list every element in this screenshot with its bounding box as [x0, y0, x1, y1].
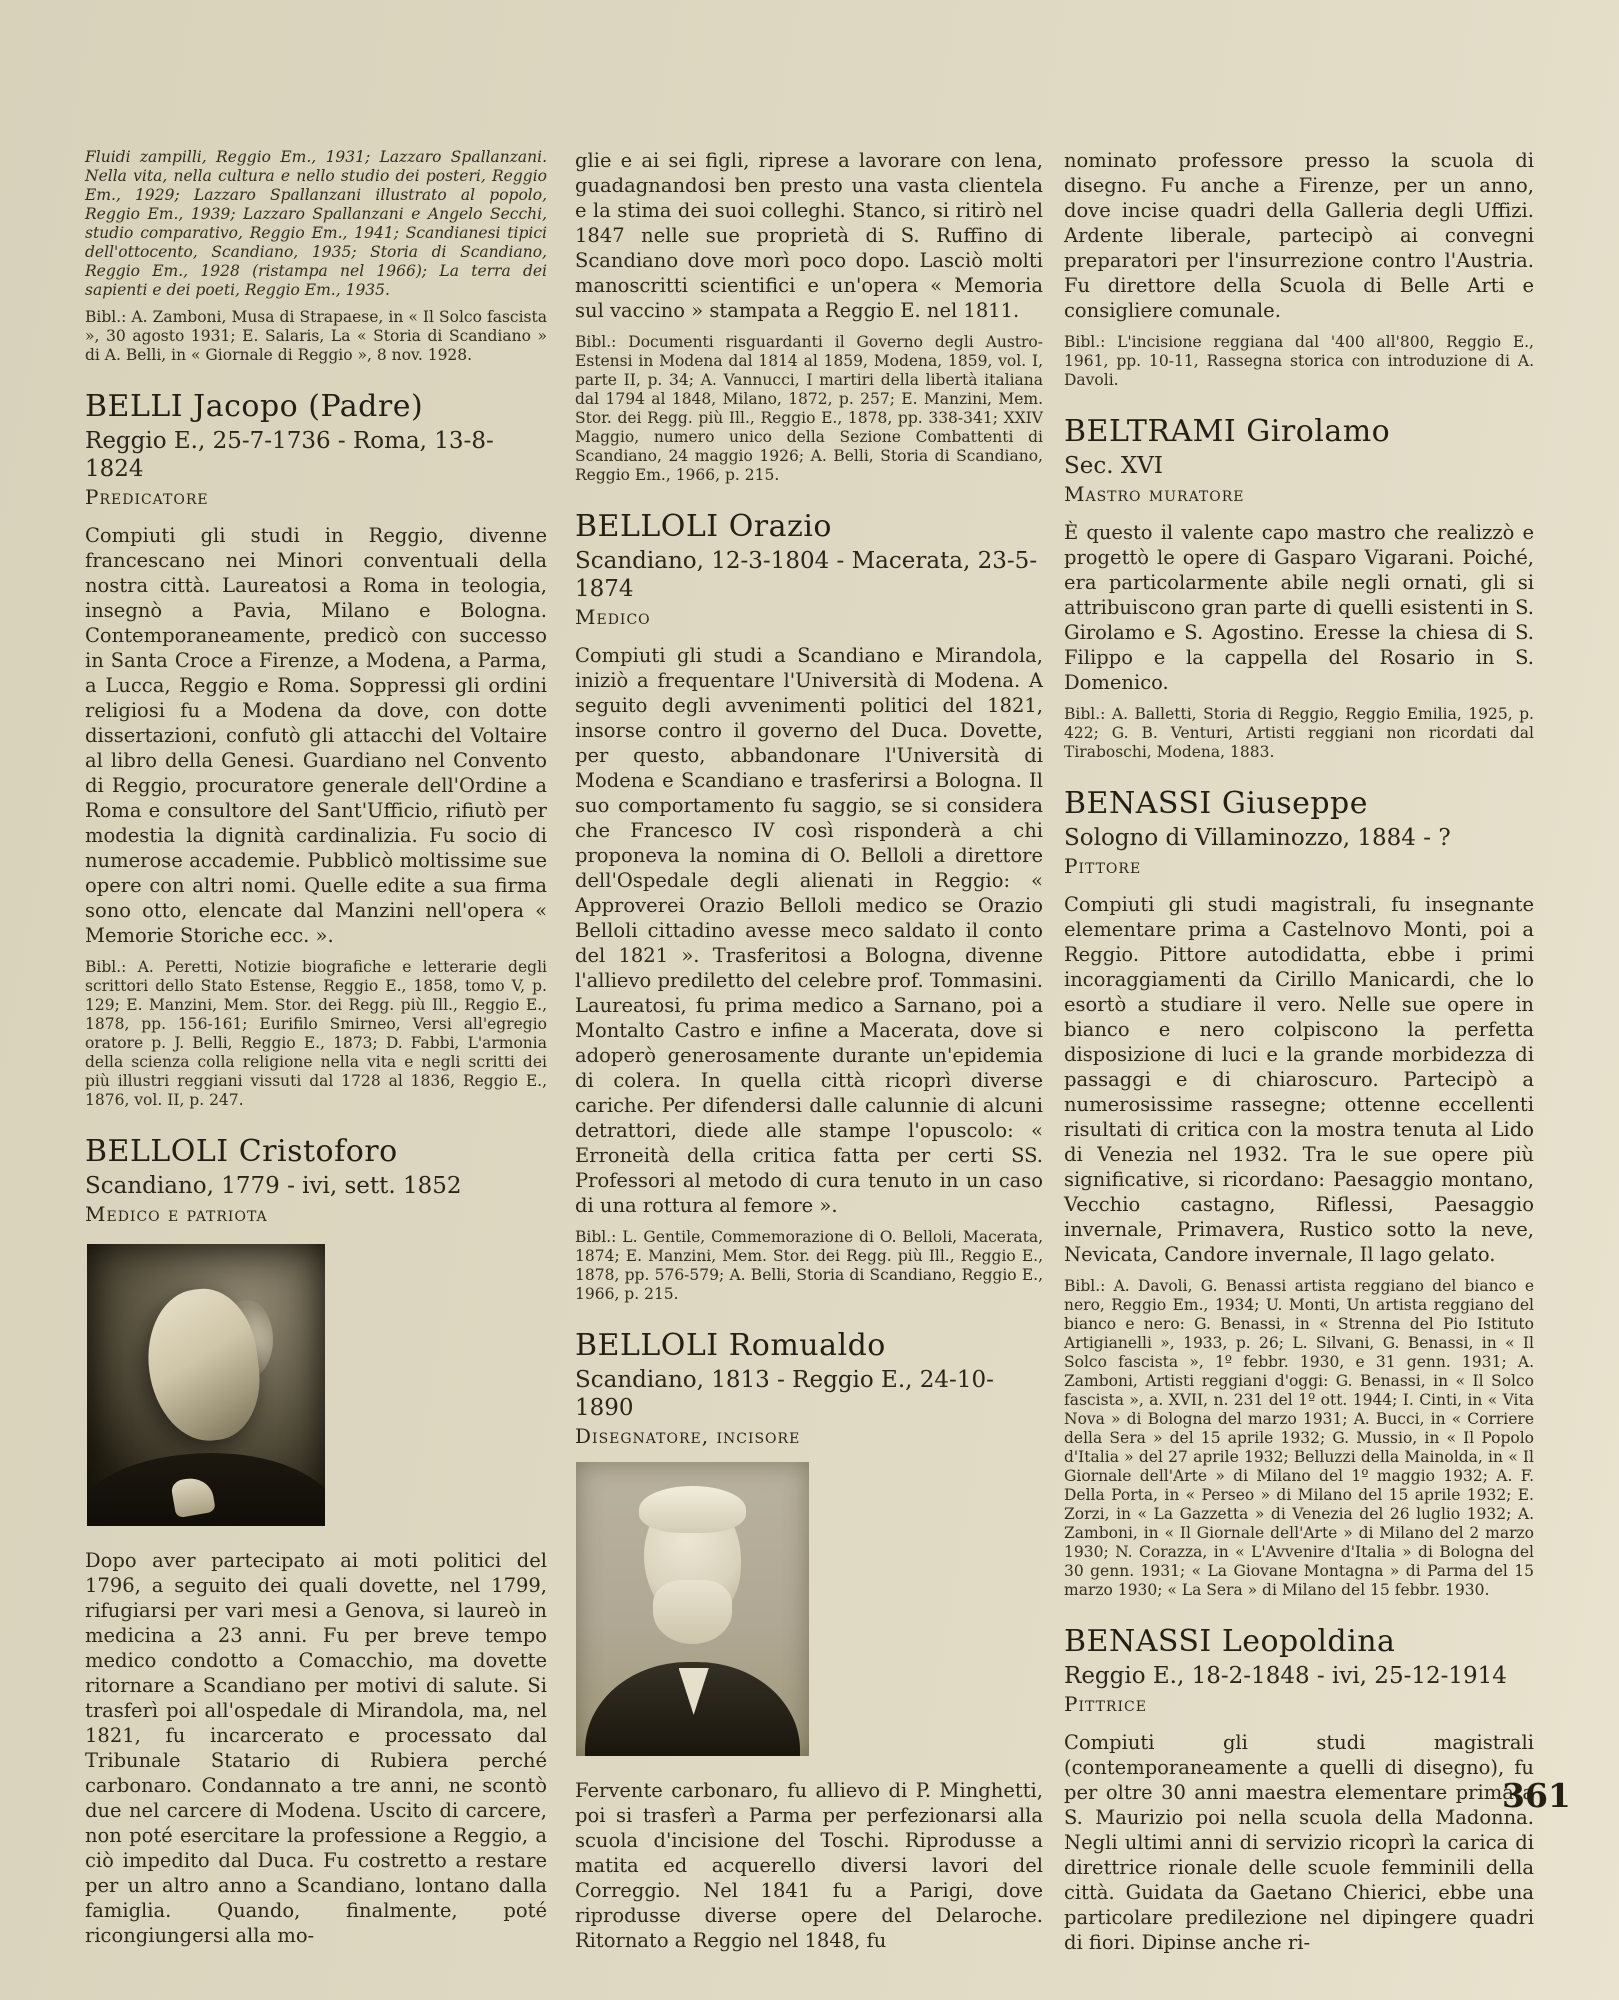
entry-beltrami-girolamo [1064, 414, 1534, 762]
portrait-beard-shape [653, 1580, 732, 1645]
entry-body: È questo il valente capo mastro che realizzò e progettò le opere di Gasparo Vigarani. Poiché, era particolarmente abile negli ornati, gli si attribuiscono gran parte di quelli esistenti in S. Girolamo e S. Agostino. Eresse la chiesa di S. Filippo e la cappella del Rosario in S. Domenico. [1064, 521, 1534, 694]
entry-body: Fervente carbonaro, fu allievo di P. Minghetti, poi si trasferì a Parma per perfezionarsi alla scuola d'incisione del Toschi. Riprodusse a matita ed acquerello diversi lavori del Correggio. Nel 1841 fu a Parigi, dove riprodusse diverse opere del Delaroche. Ritornato a Reggio nel 1848, fu [575, 1779, 1043, 1952]
entry-dates: Reggio E., 25-7-1736 - Roma, 13-8-1824 [85, 428, 494, 482]
entry-name: BENASSI Leopoldina [1064, 1624, 1396, 1659]
carryover-body: nominato professore presso la scuola di disegno. Fu anche a Firenze, per un anno, dove incise quadri della Galleria degli Uffizi. Ardente liberale, partecipò ai convegni preparatori per l'insurrezione contro l'Austria. Fu direttore della Scuola di Belle Arti e consigliere comunale. [1064, 149, 1534, 322]
entry-name: BELLOLI Romualdo [575, 1328, 886, 1363]
entry-profession: Predicatore [85, 485, 209, 509]
entry-belli-jacopo [85, 389, 547, 1110]
entry-profession: Mastro muratore [1064, 482, 1245, 506]
entry-belloli-cristoforo [85, 1134, 547, 1948]
entry-dates: Scandiano, 1779 - ivi, sett. 1852 [85, 1173, 462, 1199]
page-number: 361 [1502, 1776, 1571, 1815]
carryover-bibliography: Bibl.: L'incisione reggiana dal '400 all'800, Reggio E., 1961, pp. 10-11, Rassegna storica con introduzione di A. Davoli. [1064, 333, 1534, 389]
column-3 [1064, 148, 1534, 1965]
entry-name: BELLI Jacopo (Padre) [85, 389, 424, 424]
column-1 [85, 148, 547, 1958]
entry-dates: Scandiano, 1813 - Reggio E., 24-10-1890 [575, 1367, 994, 1421]
entry-profession: Medico [575, 605, 651, 629]
entry-dates: Sologno di Villaminozzo, 1884 - ? [1064, 825, 1451, 851]
entry-dates: Scandiano, 12-3-1804 - Macerata, 23-5-1874 [575, 548, 1038, 602]
entry-name: BELTRAMI Girolamo [1064, 414, 1391, 449]
entry-dates: Sec. XVI [1064, 453, 1163, 479]
entry-name: BENASSI Giuseppe [1064, 786, 1369, 821]
entry-profession: Pittore [1064, 854, 1142, 878]
carryover-body: glie e ai sei figli, riprese a lavorare con lena, guadagnandosi ben presto una vasta clientela e la stima dei suoi colleghi. Stanco, si ritirò nel 1847 nelle sue proprietà di S. Ruffino di Scandiano dove morì poco dopo. Lasciò molti manoscritti scientifici e un'opera « Memoria sul vaccino » stampata a Reggio E. nel 1811. [575, 149, 1043, 322]
entry-belloli-romualdo [575, 1328, 1043, 1953]
entry-body: Compiuti gli studi a Scandiano e Mirandola, iniziò a frequentare l'Università di Modena. A seguito degli avvenimenti politici del 1821, insorse contro il governo del Duca. Dovette, per questo, abbandonare l'Università di Modena e Scandiano e trasferirsi a Bologna. Il suo comportamento fu saggio, se si considera che Francesco IV così risponderà a chi proponeva la nomina di O. Belloli a direttore dell'Ospedale degli alienati in Reggio: « Approverei Orazio Belloli medico se Orazio Belloli cittadino avesse meco saldato il conto del 1821 ». Trasferitosi a Bologna, divenne l'allievo prediletto del celebre prof. Tommasini. Laureatosi, fu prima medico a Sarnano, poi a Montalto Castro e infine a Macerata, dove si adoperò generosamente durante un'epidemia di colera. In quella città ricoprì diverse cariche. Per difendersi dalle calunnie di alcuni detrattori, diede alle stampe l'opuscolo: « Erroneità della critica fatta per certi SS. Professori al metodo di cura tenuto in un caso di una rottura al femore ». [575, 644, 1043, 1217]
portrait-hair-shape [639, 1486, 746, 1533]
carryover-works-list: Fluidi zampilli, Reggio Em., 1931; Lazzaro Spallanzani. Nella vita, nella cultura e nello studio dei posteri, Reggio Em., 1929; Lazzaro Spallanzani illustrato al popolo, Reggio Em., 1939; Lazzaro Spallanzani e Angelo Secchi, studio comparativo, Reggio Em., 1941; Scandianesi tipici dell'ottocento, Scandiano, 1935; Storia di Scandiano, Reggio Em., 1928 (ristampa nel 1966); La terra dei sapienti e dei poeti, Reggio Em., 1935. [85, 148, 547, 299]
entry-dates: Reggio E., 18-2-1848 - ivi, 25-12-1914 [1064, 1663, 1507, 1689]
entry-body: Compiuti gli studi magistrali (contemporaneamente a quelli di disegno), fu per oltre 30 anni maestra elementare prima a S. Maurizio poi nella scuola della Madonna. Negli ultimi anni di servizio ricoprì la carica di direttrice rionale delle scuole femminili della città. Guidata da Gaetano Chierici, ebbe una particolare predilezione nel dipingere quadri di fiori. Dipinse anche ri- [1064, 1731, 1534, 1954]
entry-bibliography: Bibl.: A. Balletti, Storia di Reggio, Reggio Emilia, 1925, p. 422; G. B. Venturi, Artisti reggiani non ricordati dal Tiraboschi, Modena, 1883. [1064, 705, 1534, 761]
entry-bibliography: Bibl.: A. Peretti, Notizie biografiche e letterarie degli scrittori dello Stato Estense, Reggio E., 1858, tomo V, p. 129; E. Manzini, Mem. Stor. dei Regg. più Ill., Reggio E., 1878, pp. 156-161; Eurifilo Smirneo, Versi all'egregio oratore p. J. Belli, Reggio E., 1873; D. Fabbi, L'armonia della scienza colla religione nella vita e negli scritti dei più illustri reggiani vissuti dal 1728 al 1836, Reggio E., 1876, vol. II, p. 247. [85, 958, 547, 1109]
entry-bibliography: Bibl.: L. Gentile, Commemorazione di O. Belloli, Macerata, 1874; E. Manzini, Mem. Stor. dei Regg. più Ill., Reggio E., 1878, pp. 576-579; A. Belli, Storia di Scandiano, Reggio E., 1966, p. 215. [575, 1228, 1043, 1303]
entry-profession: Medico e patriota [85, 1202, 268, 1226]
portrait-photo-belloli-romualdo [576, 1462, 809, 1756]
column-2 [575, 148, 1043, 1963]
entry-bibliography: Bibl.: A. Davoli, G. Benassi artista reggiano del bianco e nero, Reggio Em., 1934; U. Monti, Un artista reggiano del bianco e nero: G. Benassi, in « Strenna del Pio Istituto Artigianelli », 1933, p. 26; L. Silvani, G. Benassi, in « Il Solco fascista », 1º febbr. 1930, e 31 genn. 1931; A. Zamboni, Artisti reggiani d'oggi: G. Benassi, in « Il Solco fascista », a. XVII, n. 231 del 1º ott. 1944; I. Cinti, in « Vita Nova » di Bologna del marzo 1931; A. Bucci, in « Corriere della Sera » del 15 aprile 1932; G. Mussio, in « Il Popolo d'Italia » del 27 aprile 1932; Belluzzi della Mainolda, in « Il Giornale dell'Arte » di Milano del 1º maggio 1932; A. F. Della Porta, in « Perseo » di Milano del 15 aprile 1932; E. Zorzi, in « La Gazzetta » di Venezia del 26 luglio 1932; A. Zamboni, in « Il Giornale dell'Arte » di Milano del 2 marzo 1930; N. Corazza, in « L'Avvenire d'Italia » di Bologna del 30 genn. 1931; « La Giovane Montagna » di Parma del 15 marzo 1930; « La Sera » di Milano del 15 febbr. 1930. [1064, 1277, 1534, 1599]
entry-body: Compiuti gli studi magistrali, fu insegnante elementare prima a Castelnovo Monti, poi a Reggio. Pittore autodidatta, ebbe i primi incoraggiamenti da Cirillo Manicardi, che lo esortò a studiare il vero. Nelle sue opere in bianco e nero colpiscono la perfetta disposizione di luci e la grande morbidezza di passaggi e di chiaroscuro. Partecipò a numerosissime rassegne; ottenne eccellenti risultati di critica con la mostra tenuta al Lido di Venezia nel 1932. Tra le sue opere più significative, si ricordano: Paesaggio montano, Vecchio castagno, Riflessi, Paesaggio invernale, Primavera, Rustico sotto la neve, Nevicata, Candore invernale, Il lago gelato. [1064, 893, 1534, 1266]
entry-profession: Pittrice [1064, 1692, 1147, 1716]
entry-name: BELLOLI Cristoforo [85, 1134, 398, 1169]
entry-profession: Disegnatore, incisore [575, 1424, 801, 1448]
entry-belloli-orazio [575, 509, 1043, 1304]
entry-body: Compiuti gli studi in Reggio, divenne francescano nei Minori conventuali della nostra città. Laureatosi a Roma in teologia, insegnò a Pavia, Milano e Bologna. Contemporaneamente, predicò con successo in Santa Croce a Firenze, a Modena, a Parma, a Lucca, Reggio e Roma. Soppressi gli ordini religiosi fu a Modena da dove, con dotte dissertazioni, confutò gli attacchi del Voltaire al libro della Genesi. Guardiano nel Convento di Reggio, procuratore generale dell'Ordine a Roma e consultore del Sant'Ufficio, rifiutò per modestia la dignità cardinalizia. Fu socio di numerose accademie. Pubblicò moltissime sue opere con altri nomi. Quelle edite a sua firma sono otto, elencate dal Manzini nell'opera « Memorie Storiche ecc. ». [85, 524, 547, 947]
carryover-bibliography: Bibl.: A. Zamboni, Musa di Strapaese, in « Il Solco fascista », 30 agosto 1931; E. Salaris, La « Storia di Scandiano » di A. Belli, in « Giornale di Reggio », 8 nov. 1928. [85, 308, 547, 364]
entry-benassi-leopoldina [1064, 1624, 1534, 1955]
entry-benassi-giuseppe [1064, 786, 1534, 1600]
carryover-bibliography: Bibl.: Documenti risguardanti il Governo degli Austro-Estensi in Modena dal 1814 al 1859, Modena, 1859, vol. I, parte II, p. 34; A. Vannucci, I martiri della libertà italiana dal 1794 al 1848, Milano, 1872, p. 257; E. Manzini, Mem. Stor. dei Regg. più Ill., Reggio E., 1878, pp. 338-341; XXIV Maggio, numero unico della Sezione Combattenti di Scandiano, 24 maggio 1926; A. Belli, Storia di Scandiano, Reggio Em., 1966, p. 215. [575, 333, 1043, 484]
entry-body: Dopo aver partecipato ai moti politici del 1796, a seguito dei quali dovette, nel 1799, rifugiarsi per vari mesi a Genova, si laureò in medicina a 23 anni. Fu per breve tempo medico condotto a Comacchio, ma dovette ritornare a Scandiano per motivi di salute. Si trasferì poi all'ospedale di Mirandola, ma, nel 1821, fu incarcerato e processato dal Tribunale Statario di Rubiera perché carbonaro. Condannato a tre anni, ne scontò due nel carcere di Modena. Uscito di carcere, non poté esercitare la professione a Reggio, a ciò impedito dal Duca. Fu costretto a restare per un altro anno a Scandiano, lontano dalla famiglia. Quando, finalmente, poté ricongiungersi alla mo- [85, 1549, 547, 1947]
portrait-photo-belloli-cristoforo [87, 1244, 325, 1526]
entry-name: BELLOLI Orazio [575, 509, 832, 544]
